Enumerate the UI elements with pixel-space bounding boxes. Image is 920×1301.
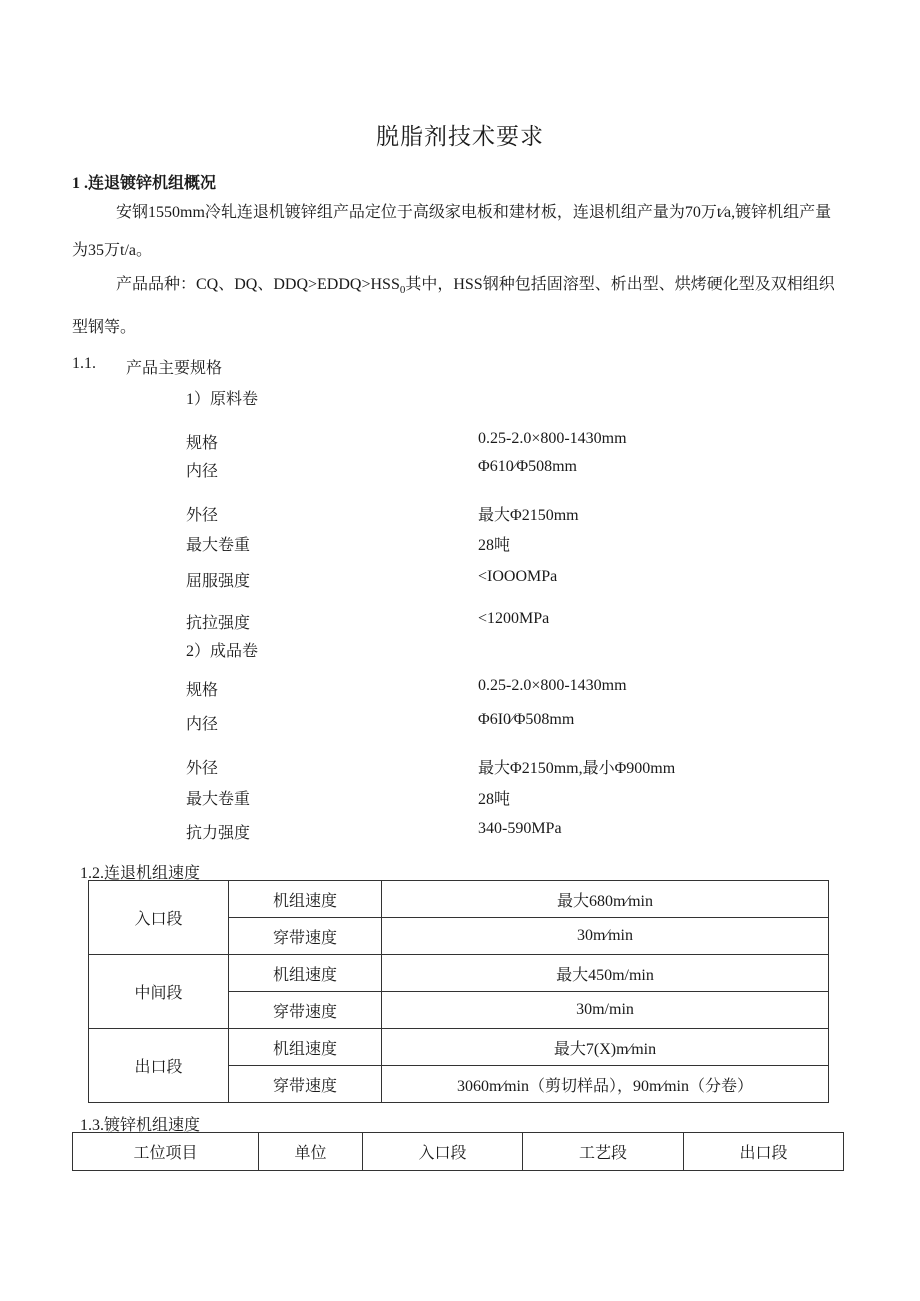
finished-strength-label: 抗力强度 xyxy=(186,825,251,842)
header-process-section: 工艺段 xyxy=(523,1133,684,1171)
finished-outer-diameter-label: 外径 xyxy=(186,760,219,777)
raw-max-weight-value: 28吨 xyxy=(478,537,511,554)
group-exit: 出口段 xyxy=(89,1029,229,1103)
table-row xyxy=(89,1029,829,1066)
raw-tensile-strength-label: 抗拉强度 xyxy=(186,615,251,632)
raw-outer-diameter-label: 外径 xyxy=(186,507,219,524)
table-cell: 机组速度 xyxy=(229,881,382,918)
galvanizing-speed-table xyxy=(72,1132,844,1171)
section-1-3-heading: 1.3.镀锌机组速度 xyxy=(80,1117,201,1134)
table-cell: 30m/min xyxy=(382,992,829,1029)
finished-outer-diameter-value: 最大Φ2150mm,最小Φ900mm xyxy=(478,760,676,777)
table-cell: 30m∕min xyxy=(382,918,829,955)
raw-yield-strength-label: 屈服强度 xyxy=(186,573,251,590)
table-cell: 穿带速度 xyxy=(229,918,382,955)
table-cell: 机组速度 xyxy=(229,955,382,992)
finished-inner-diameter-label: 内径 xyxy=(186,716,219,733)
raw-yield-strength-value: <IOOOMPa xyxy=(478,568,558,585)
section-1-heading: 1 .连退镀锌机组概况 xyxy=(72,175,217,192)
table-cell: 机组速度 xyxy=(229,1029,382,1066)
table-cell: 3060m∕min（剪切样品），90m∕min（分卷） xyxy=(382,1066,829,1103)
group-middle: 中间段 xyxy=(89,955,229,1029)
section-1-1-number: 1.1. xyxy=(72,355,96,372)
raw-inner-diameter-label: 内径 xyxy=(186,463,219,480)
finished-coil-label: 2）成品卷 xyxy=(186,643,259,660)
varieties-text: 产品品种：CQ、DQ、DDQ>EDDQ>HSS xyxy=(116,276,400,293)
raw-spec-value: 0.25-2.0×800-1430mm xyxy=(478,430,627,447)
section-1-1-heading: 产品主要规格 xyxy=(126,360,223,377)
finished-inner-diameter-value: Φ6I0∕Φ508mm xyxy=(478,711,575,728)
overview-paragraph: 安钢1550mm冷轧连退机镀锌组产品定位于高级家电板和建材板，连退机组产量为70万t∕a,镀锌机组产量为35万t/a。 xyxy=(72,204,832,259)
header-exit-section: 出口段 xyxy=(684,1133,844,1171)
product-varieties-paragraph xyxy=(72,266,842,347)
raw-tensile-strength-value: <1200MPa xyxy=(478,610,550,627)
table-row xyxy=(89,881,829,918)
raw-inner-diameter-value: Φ610∕Φ508mm xyxy=(478,458,577,475)
finished-spec-value: 0.25-2.0×800-1430mm xyxy=(478,677,627,694)
table-cell: 穿带速度 xyxy=(229,992,382,1029)
section-1-2-heading: 1.2.连退机组速度 xyxy=(80,865,201,882)
finished-max-weight-value: 28吨 xyxy=(478,791,511,808)
raw-max-weight-label: 最大卷重 xyxy=(186,537,251,554)
table-cell: 最大450m/min xyxy=(382,955,829,992)
table-cell: 最大680m∕min xyxy=(382,881,829,918)
annealing-speed-table xyxy=(88,880,829,1103)
raw-outer-diameter-value: 最大Φ2150mm xyxy=(478,507,579,524)
page-title: 脱脂剂技术要求 xyxy=(376,124,544,149)
finished-spec-label: 规格 xyxy=(186,682,219,699)
group-entry: 入口段 xyxy=(89,881,229,955)
finished-max-weight-label: 最大卷重 xyxy=(186,791,251,808)
raw-coil-label: 1）原料卷 xyxy=(186,391,259,408)
table-cell: 最大7(X)m∕min xyxy=(382,1029,829,1066)
varieties-text-rest: 其中，HSS钢种包括固溶型、析出型、烘烤硬化型及双相组织型钢等。 xyxy=(72,276,835,337)
header-entry-section: 入口段 xyxy=(363,1133,523,1171)
table-header-row xyxy=(73,1133,844,1171)
varieties-subscript: 0 xyxy=(399,284,406,297)
table-cell: 穿带速度 xyxy=(229,1066,382,1103)
finished-strength-value: 340-590MPa xyxy=(478,820,562,837)
header-unit: 单位 xyxy=(259,1133,363,1171)
header-station-item: 工位项目 xyxy=(73,1133,259,1171)
table-row xyxy=(89,955,829,992)
raw-spec-label: 规格 xyxy=(186,435,219,452)
